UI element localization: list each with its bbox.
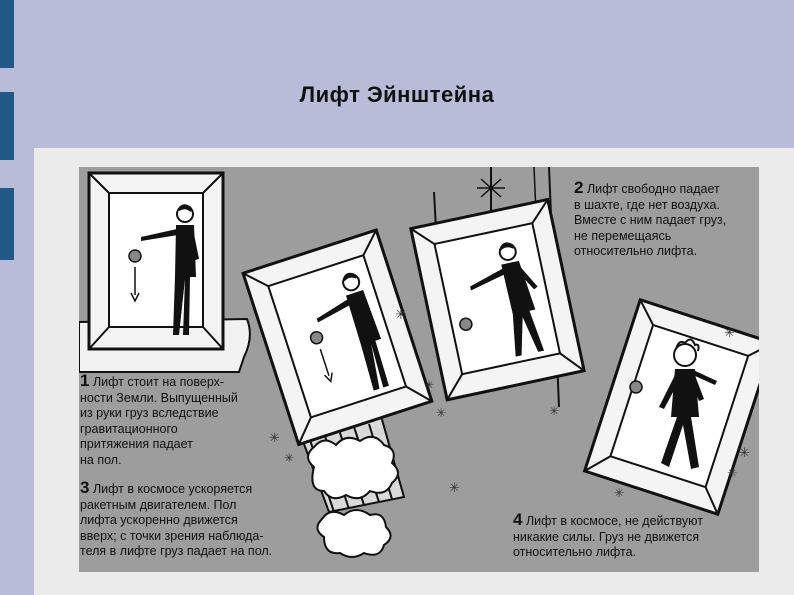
svg-text:✳: ✳ [269,431,280,446]
svg-text:✳: ✳ [449,481,460,496]
elevator-2 [411,167,584,407]
svg-text:✳: ✳ [724,326,735,341]
caption-4-number: 4 [513,510,523,529]
svg-text:✳: ✳ [614,486,625,500]
caption-4: 4 Лифт в космосе, не действуют никакие силы. Груз не движется относительно лифта. [513,510,703,559]
svg-text:✳: ✳ [424,378,435,392]
accent-bar-3 [0,188,14,260]
accent-bar-1 [0,0,14,68]
caption-3-number: 3 [80,478,90,497]
weight-1 [129,250,141,262]
svg-text:✳: ✳ [395,307,407,323]
caption-3: 3 Лифт в космосе ускоряется ракетным двигателем. Пол лифта ускоренно движется вверх; с точки зрения наблюда- теля в лифте груз падает на пол. [80,478,273,558]
slide-title: Лифт Эйнштейна [299,82,495,107]
weight-4 [630,381,642,393]
svg-text:✳: ✳ [549,404,560,418]
elevator-1 [79,173,250,372]
caption-2-number: 2 [574,178,584,197]
svg-text:✳: ✳ [284,451,295,465]
cable-snap-icon [477,175,505,201]
caption-1: 1 Лифт стоит на поверх- ности Земли. Выпущенный из руки груз вследствие гравитационного притяжения падает на пол. [80,371,238,467]
svg-text:✳: ✳ [727,466,738,480]
svg-text:✳: ✳ [739,446,750,461]
svg-text:✳: ✳ [436,406,447,420]
caption-2: 2 Лифт свободно падает в шахте, где нет воздуха. Вместе с ним падает груз, не перемещаясь относительно лифта. [574,178,727,258]
header-band [0,0,794,148]
caption-1-number: 1 [80,371,90,390]
